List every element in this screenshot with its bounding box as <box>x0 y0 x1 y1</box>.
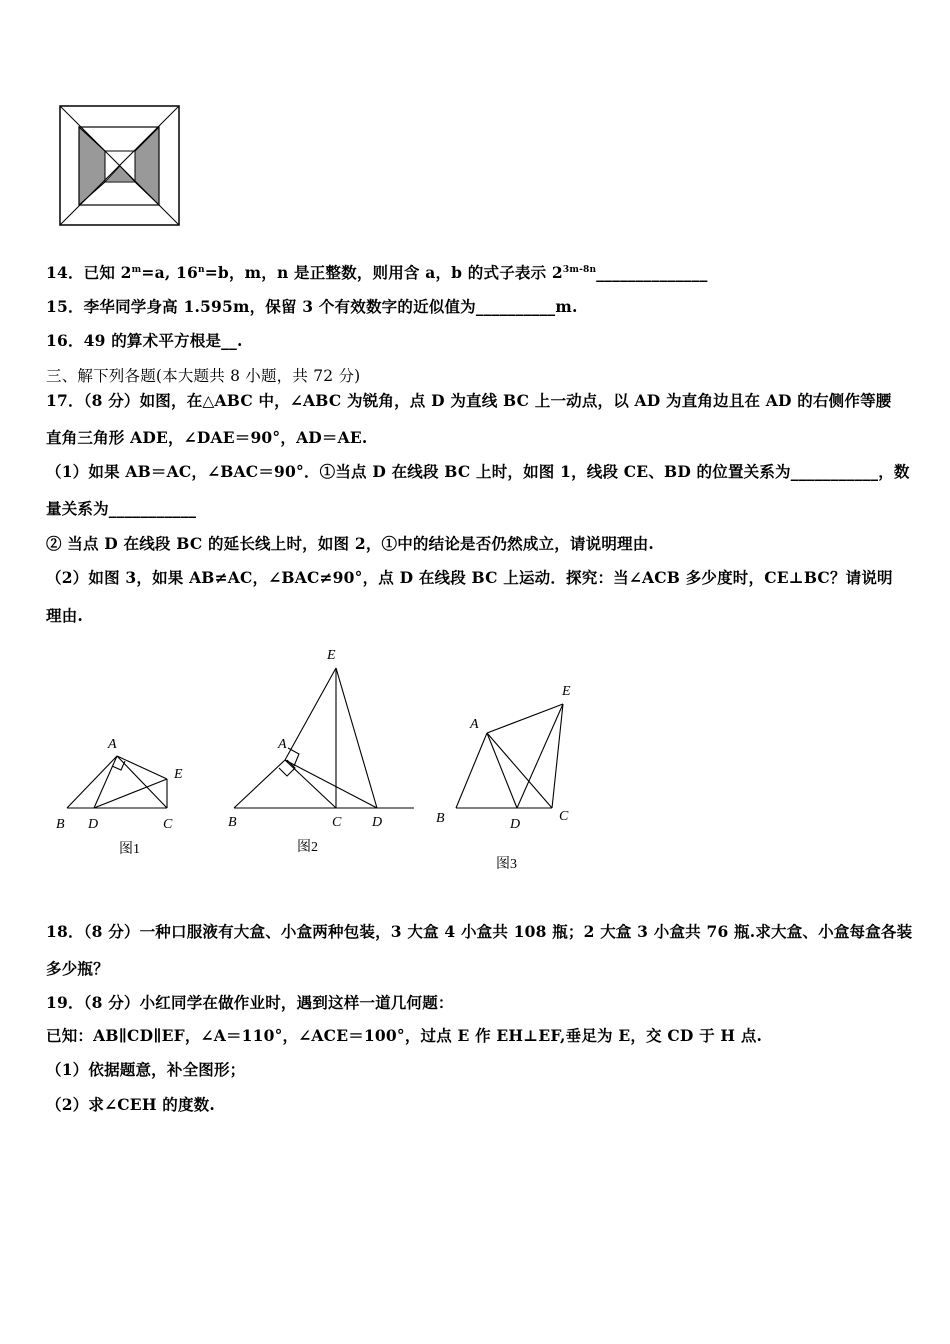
figure-3 <box>432 680 592 840</box>
figure-1-caption: 图1 <box>119 842 140 857</box>
figure-2-caption: 图2 <box>297 840 318 855</box>
fig2-label-D: D <box>372 815 383 830</box>
question-17-part1-line1: （1）如果 AB＝AC，∠BAC＝90°．①当点 D 在线段 BC 上时，如图 1，线段 CE、BD 的位置关系为___________，数 <box>46 462 910 481</box>
question-17-part2-line2: 理由. <box>46 606 83 625</box>
fig1-label-D: D <box>88 817 99 832</box>
fig2-label-C: C <box>332 815 342 830</box>
question-19-given: 已知：AB∥CD∥EF，∠A＝110°，∠ACE＝100°，过点 E 作 EH⊥EF,垂足为 E，交 CD 于 H 点. <box>46 1026 763 1045</box>
fig3-label-C: C <box>559 809 569 824</box>
fig1-label-B: B <box>56 817 65 832</box>
fig1-label-A: A <box>108 737 117 752</box>
question-17-part1-line2: 量关系为___________ <box>46 499 197 518</box>
question-19-part1: （1）依据题意，补全图形； <box>46 1060 246 1079</box>
question-15: 15．李华同学身高 1.595m，保留 3 个有效数字的近似值为__________m. <box>46 297 578 316</box>
fig3-label-B: B <box>436 811 445 826</box>
question-18-line2: 多少瓶？ <box>46 959 109 978</box>
question-18-line1: 18．（8 分）一种口服液有大盒、小盒两种包装，3 大盒 4 小盒共 108 瓶；2 大盒 3 小盒共 76 瓶.求大盒、小盒每盒各装 <box>46 922 913 941</box>
nested-squares-figure <box>58 104 182 228</box>
figure-1 <box>50 728 200 838</box>
question-17-part1-sub2: ② 当点 D 在线段 BC 的延长线上时，如图 2，①中的结论是否仍然成立，请说明理由. <box>46 534 655 553</box>
fig1-label-C: C <box>163 817 173 832</box>
question-17-line2: 直角三角形 ADE，∠DAE＝90°，AD＝AE. <box>46 428 368 447</box>
figure-2 <box>222 644 422 836</box>
section-3-heading: 三、解下列各题(本大题共 8 小题，共 72 分) <box>46 367 361 385</box>
question-17-line1: 17．（8 分）如图，在△ABC 中，∠ABC 为锐角，点 D 为直线 BC 上一动点，以 AD 为直角边且在 AD 的右侧作等腰 <box>46 391 892 410</box>
fig3-label-E: E <box>562 684 571 699</box>
figure-3-caption: 图3 <box>496 857 517 872</box>
question-17-part2-line1: （2）如图 3，如果 AB≠AC，∠BAC≠90°，点 D 在线段 BC 上运动．探究：当∠ACB 多少度时，CE⊥BC？请说明 <box>46 568 893 587</box>
question-16: 16．49 的算术平方根是__. <box>46 331 243 350</box>
fig3-label-D: D <box>510 817 521 832</box>
fig3-label-A: A <box>470 717 479 732</box>
question-19-line1: 19．（8 分）小红同学在做作业时，遇到这样一道几何题： <box>46 993 454 1012</box>
fig2-label-B: B <box>228 815 237 830</box>
question-19-part2: （2）求∠CEH 的度数. <box>46 1095 215 1114</box>
fig1-label-E: E <box>174 767 183 782</box>
question-14: 14．已知 $2^m=a$, $16^n=b$，m，n 是正整数，则用含 a，b 的式子表示 $2^{3m-8n}\_\_\_\_\_\_\_\_\_\_\_\_\_\_$ <box>46 263 708 282</box>
fig2-label-E: E <box>327 648 336 663</box>
fig2-label-A: A <box>278 737 287 752</box>
